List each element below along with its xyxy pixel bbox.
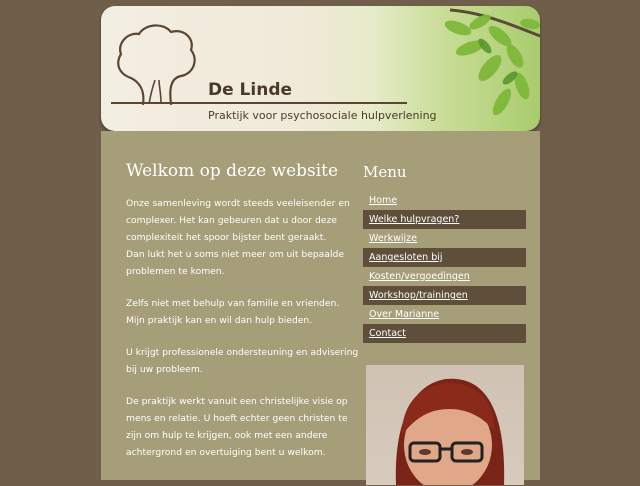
support-paragraph: [126, 295, 341, 329]
text-line: Dan lukt het u soms niet meer om uit bepaalde: [126, 249, 344, 260]
page-title: Welkom op deze website: [126, 161, 339, 181]
content-area: [101, 131, 540, 480]
menu-item-aangesloten-bij[interactable]: Aangesloten bij: [363, 248, 526, 267]
portrait-photo: [366, 365, 524, 485]
menu-item-welke-hulpvragen[interactable]: Welke hulpvragen?: [363, 210, 526, 229]
text-line: Onze samenleving wordt steeds veeleisender en: [126, 198, 350, 209]
menu-item-kosten-vergoedingen[interactable]: Kosten/vergoedingen: [369, 271, 470, 282]
text-line: problemen te komen.: [126, 266, 225, 277]
menu-item-home[interactable]: Home: [369, 195, 398, 206]
text-line: U krijgt professionele ondersteuning en advisering: [126, 347, 359, 358]
vision-paragraph: [126, 393, 348, 461]
intro-paragraph: [126, 195, 350, 280]
brand-name[interactable]: De Linde: [208, 80, 293, 100]
advice-paragraph: [126, 344, 359, 378]
text-line: Mijn praktijk kan en wil dan hulp bieden.: [126, 315, 313, 326]
sidebar-menu: [363, 163, 526, 343]
tree-logo-icon: [109, 20, 209, 110]
tagline: Praktijk voor psychosociale hulpverlening: [208, 109, 437, 122]
text-line: zijn om hulp te krijgen, ook met een andere: [126, 430, 328, 441]
main-column: [126, 161, 359, 476]
menu-item-over-marianne[interactable]: Over Marianne: [369, 309, 440, 320]
logo-divider: [111, 102, 407, 104]
site-header: [101, 6, 540, 131]
menu-item-workshop-trainingen[interactable]: Workshop/trainingen: [363, 286, 526, 305]
menu-item-werkwijze[interactable]: Werkwijze: [369, 233, 417, 244]
text-line: achtergrond en overtuiging bent u welkom.: [126, 447, 326, 458]
text-line: complexiteit het spoor bijster bent geraakt.: [126, 232, 327, 243]
leaves-decoration-icon: [410, 6, 540, 131]
text-line: bij uw probleem.: [126, 364, 203, 375]
text-line: mens en relatie. U hoeft echter geen christen te: [126, 413, 348, 424]
portrait-illustration: [366, 365, 524, 485]
menu-title: Menu: [363, 163, 407, 181]
text-line: De praktijk werkt vanuit een christelijke visie op: [126, 396, 348, 407]
text-line: Zelfs niet met behulp van familie en vrienden.: [126, 298, 340, 309]
menu-item-contact[interactable]: Contact: [363, 324, 526, 343]
text-line: complexer. Het kan gebeuren dat u door deze: [126, 215, 337, 226]
